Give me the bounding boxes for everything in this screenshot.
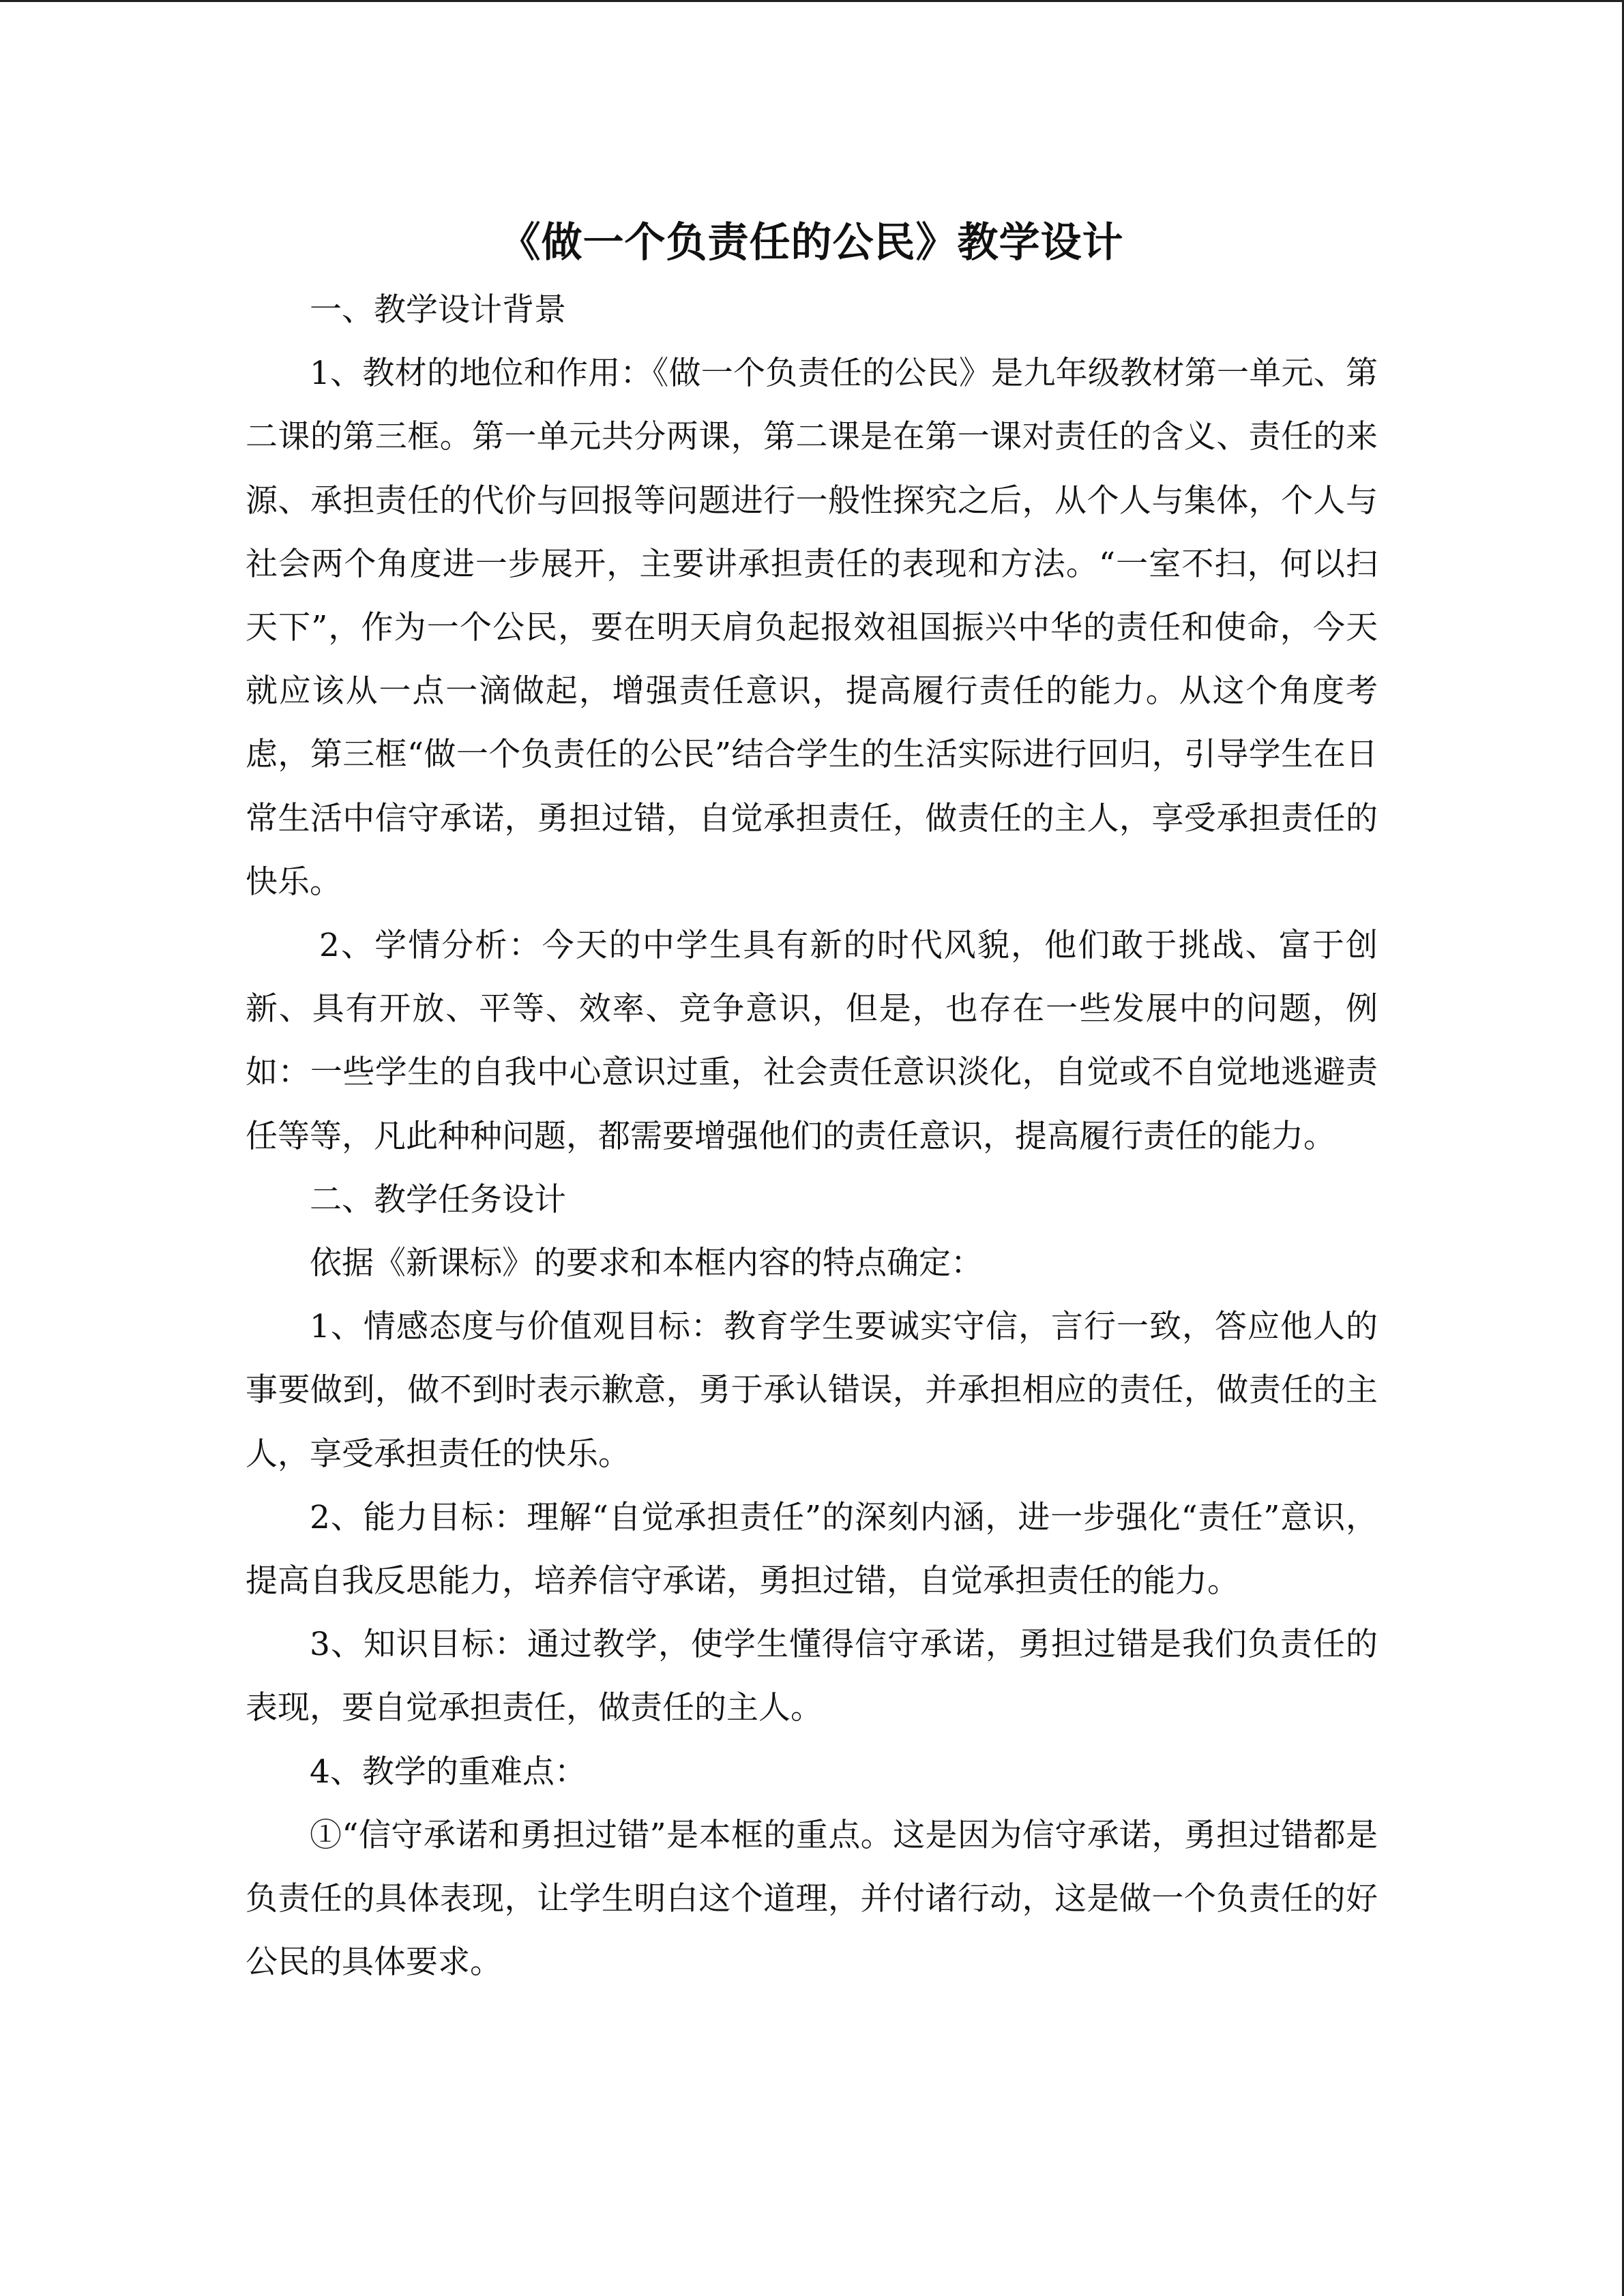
paragraph-textbook-role: 1、教材的地位和作用：《做一个负责任的公民》是九年级教材第一单元、第二课的第三框。第一单元共分两课，第二课是在第一课对责任的含义、责任的来源、承担责任的代价与回报等问题进行一般性探究之后，从个人与集体，个人与社会两个角度进一步展开，主要讲承担责任的表现和方法。“一室不扫，何以扫天下”，作为一个公民，要在明天肩负起报效祖国振兴中华的责任和使命，今天就应该从一点一滴做起，增强责任意识，提高履行责任的能力。从这个角度考虑，第三框“做一个负责任的公民”结合学生的生活实际进行回归，引导学生在日常生活中信守承诺，勇担过错，自觉承担责任，做责任的主人，享受承担责任的快乐。 [246, 355, 1378, 901]
document-title: 《做一个负责任的公民》教学设计 [499, 219, 1124, 267]
paragraph-key-points-heading: 4、教学的重难点： [310, 1753, 587, 1791]
paragraph-emotional-goal: 1、情感态度与价值观目标：教育学生要诚实守信，言行一致，答应他人的事要做到，做不到时表示歉意，勇于承认错误，并承担相应的责任，做责任的主人，享受承担责任的快乐。 [246, 1308, 1378, 1473]
paragraph-knowledge-goal: 3、知识目标：通过教学，使学生懂得信守承诺，勇担过错是我们负责任的表现，要自觉承担责任，做责任的主人。 [246, 1626, 1378, 1727]
paragraph-student-analysis: 2、学情分析：今天的中学生具有新的时代风貌，他们敢于挑战、富于创新、具有开放、平等、效率、竞争意识，但是，也存在一些发展中的问题，例如：一些学生的自我中心意识过重，社会责任意识淡化，自觉或不自觉地逃避责任等等，凡此种种问题，都需要增强他们的责任意识，提高履行责任的能力。 [246, 927, 1378, 1155]
section-heading-task-design: 二、教学任务设计 [310, 1180, 566, 1219]
section-heading-background: 一、教学设计背景 [310, 291, 566, 329]
document-body [246, 210, 1378, 1994]
paragraph-key-point-1: ①“信守承诺和勇担过错”是本框的重点。这是因为信守承诺，勇担过错都是负责任的具体表现，让学生明白这个道理，并付诸行动，这是做一个负责任的好公民的具体要求。 [246, 1816, 1378, 1982]
paragraph-curriculum-basis: 依据《新课标》的要求和本框内容的特点确定： [310, 1244, 983, 1283]
paragraph-ability-goal: 2、能力目标：理解“自觉承担责任”的深刻内涵，进一步强化“责任”意识，提高自我反思能力，培养信守承诺，勇担过错，自觉承担责任的能力。 [246, 1498, 1378, 1600]
